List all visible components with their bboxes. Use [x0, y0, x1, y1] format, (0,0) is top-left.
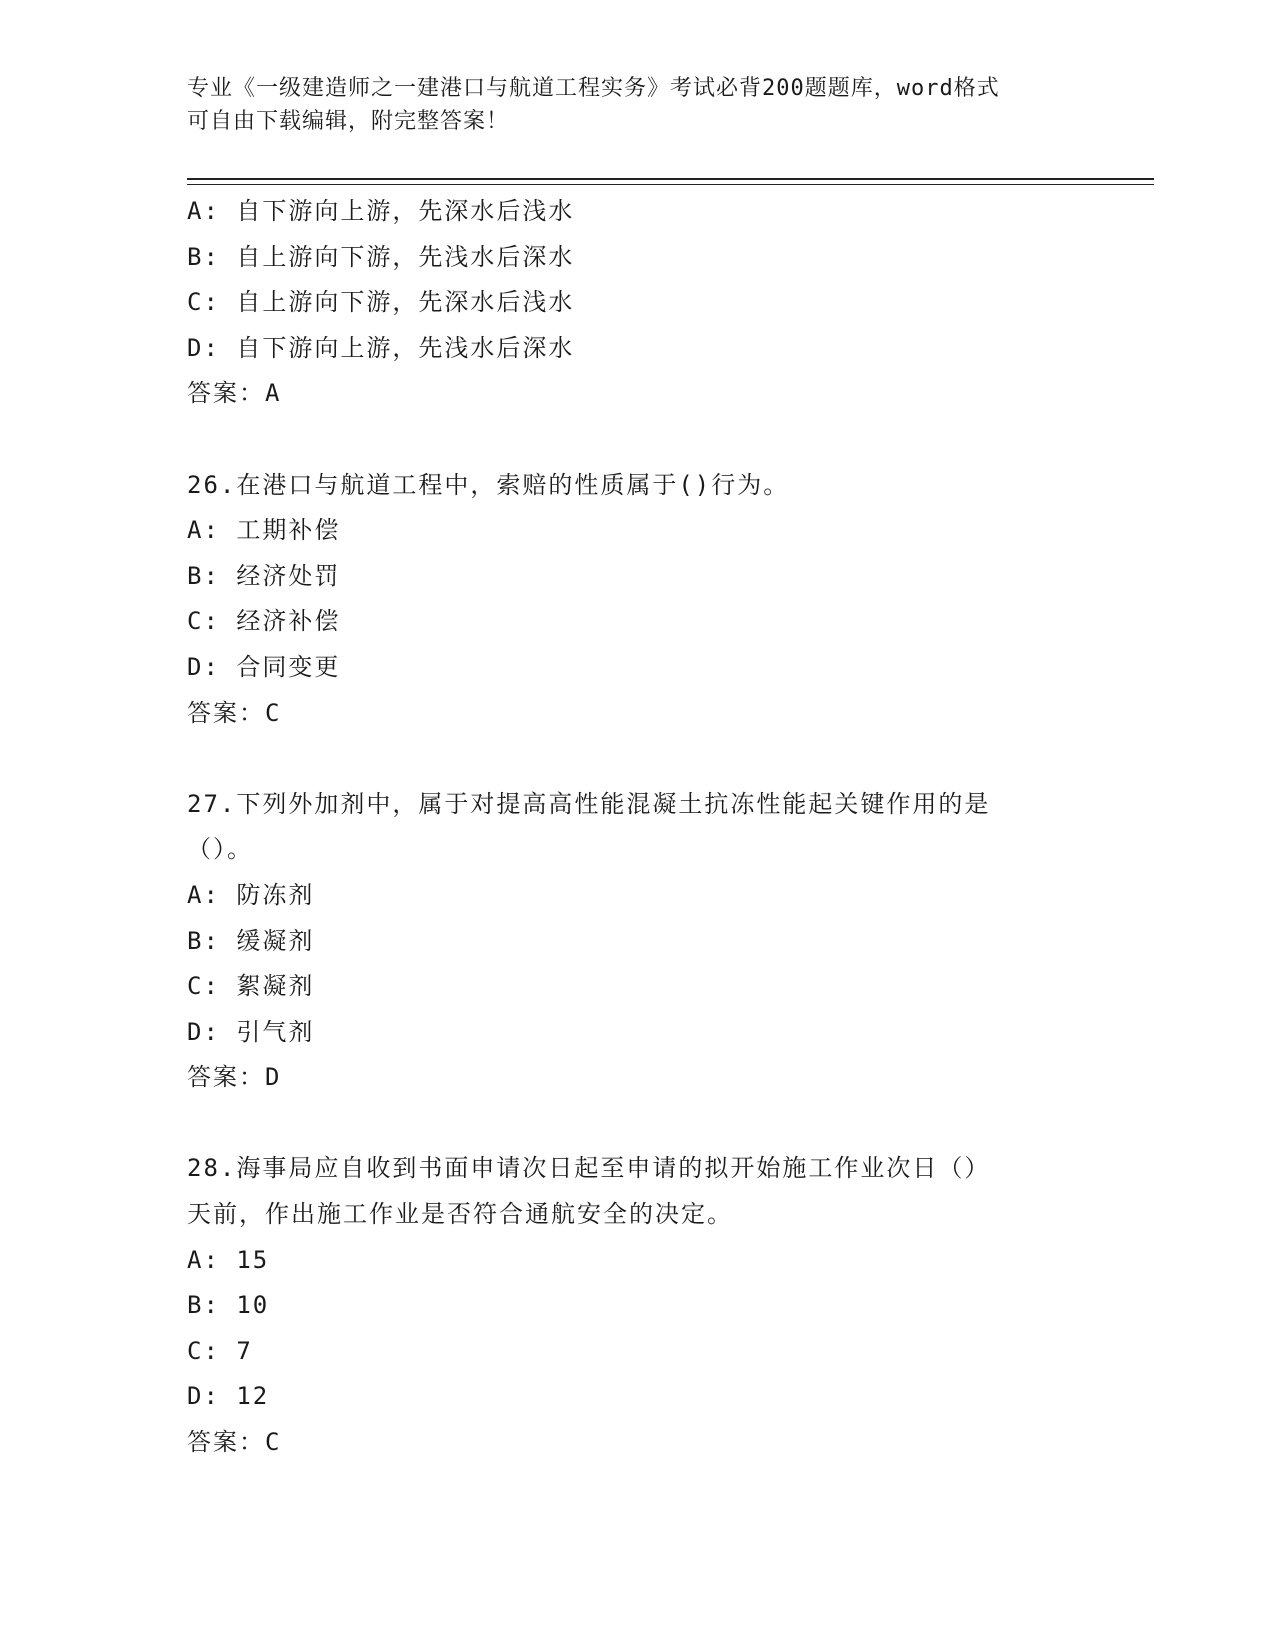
option-text: 防冻剂 — [236, 880, 315, 909]
option-text: 7 — [236, 1336, 253, 1365]
spacer — [187, 1101, 1087, 1147]
answer-value: D — [265, 1063, 282, 1092]
option-text: 自下游向上游，先深水后浅水 — [236, 197, 575, 225]
option-a — [187, 1238, 1087, 1284]
option-text: 经济处罚 — [236, 561, 341, 590]
option-text: 工期补偿 — [236, 516, 341, 545]
option-key: B: — [187, 561, 220, 590]
option-d — [187, 326, 1087, 372]
option-b — [187, 1283, 1087, 1329]
question-block — [187, 463, 1087, 737]
option-c — [187, 599, 1087, 645]
option-key: A: — [187, 880, 220, 909]
option-text: 自上游向下游，先浅水后深水 — [236, 242, 575, 271]
option-d — [187, 1010, 1087, 1056]
spacer — [187, 736, 1087, 782]
option-key: B: — [187, 242, 220, 271]
header-line-1: 专业《一级建造师之一建港口与航道工程实务》考试必背200题题库，word格式 — [187, 76, 1000, 101]
answer-line — [187, 1420, 1087, 1466]
option-a — [187, 873, 1087, 919]
option-a — [187, 508, 1087, 554]
question-block — [187, 1146, 1087, 1465]
answer-line — [187, 1055, 1087, 1101]
question-text-line-2: （）。 — [187, 835, 253, 864]
option-text: 缓凝剂 — [236, 926, 315, 955]
option-key: D: — [187, 333, 220, 362]
option-text: 合同变更 — [236, 652, 341, 681]
option-key: B: — [187, 926, 220, 955]
option-d — [187, 1374, 1087, 1420]
option-c — [187, 1329, 1087, 1375]
spacer — [187, 417, 1087, 463]
answer-line — [187, 691, 1087, 737]
question-text: 26.在港口与航道工程中，索赔的性质属于()行为。 — [187, 470, 790, 499]
header-divider-thin — [187, 184, 1154, 185]
option-b — [187, 235, 1087, 281]
answer-label: 答案： — [187, 1428, 265, 1457]
option-b — [187, 919, 1087, 965]
document-header — [187, 72, 1067, 138]
option-text: 自上游向下游，先深水后浅水 — [236, 288, 575, 317]
option-text: 15 — [236, 1245, 270, 1274]
option-key: D: — [187, 1017, 220, 1046]
answer-label: 答案： — [187, 1063, 265, 1092]
option-text: 自下游向上游，先浅水后深水 — [236, 333, 575, 362]
answer-label: 答案： — [187, 698, 265, 727]
option-text: 10 — [236, 1291, 270, 1320]
answer-value: C — [265, 1428, 282, 1457]
option-a — [187, 189, 1087, 235]
option-key: A: — [187, 197, 220, 225]
option-c — [187, 280, 1087, 326]
option-d — [187, 645, 1087, 691]
option-key: A: — [187, 516, 220, 545]
option-key: C: — [187, 1336, 220, 1365]
option-key: A: — [187, 1245, 220, 1274]
option-key: C: — [187, 607, 220, 636]
answer-value: A — [265, 379, 282, 408]
answer-label: 答案： — [187, 379, 265, 408]
option-text: 经济补偿 — [236, 607, 341, 636]
question-block — [187, 782, 1087, 1101]
option-b — [187, 554, 1087, 600]
option-text: 絮凝剂 — [236, 972, 315, 1001]
question-text-line-1: 28.海事局应自收到书面申请次日起至申请的拟开始施工作业次日（） — [187, 1154, 991, 1183]
question-text-line-2: 天前，作出施工作业是否符合通航安全的决定。 — [187, 1200, 733, 1229]
question-list — [187, 189, 1087, 1466]
answer-line — [187, 371, 1087, 417]
option-text: 引气剂 — [236, 1017, 315, 1046]
option-text: 12 — [236, 1382, 270, 1411]
header-divider-thick — [187, 178, 1154, 180]
option-c — [187, 964, 1087, 1010]
option-key: D: — [187, 652, 220, 681]
option-key: C: — [187, 972, 220, 1001]
option-key: B: — [187, 1291, 220, 1320]
question-text-line-1: 27.下列外加剂中，属于对提高高性能混凝土抗冻性能起关键作用的是 — [187, 789, 991, 818]
answer-value: C — [265, 698, 282, 727]
option-key: D: — [187, 1382, 220, 1411]
option-key: C: — [187, 288, 220, 317]
question-block — [187, 189, 1087, 417]
header-line-2: 可自由下载编辑，附完整答案！ — [187, 109, 510, 134]
